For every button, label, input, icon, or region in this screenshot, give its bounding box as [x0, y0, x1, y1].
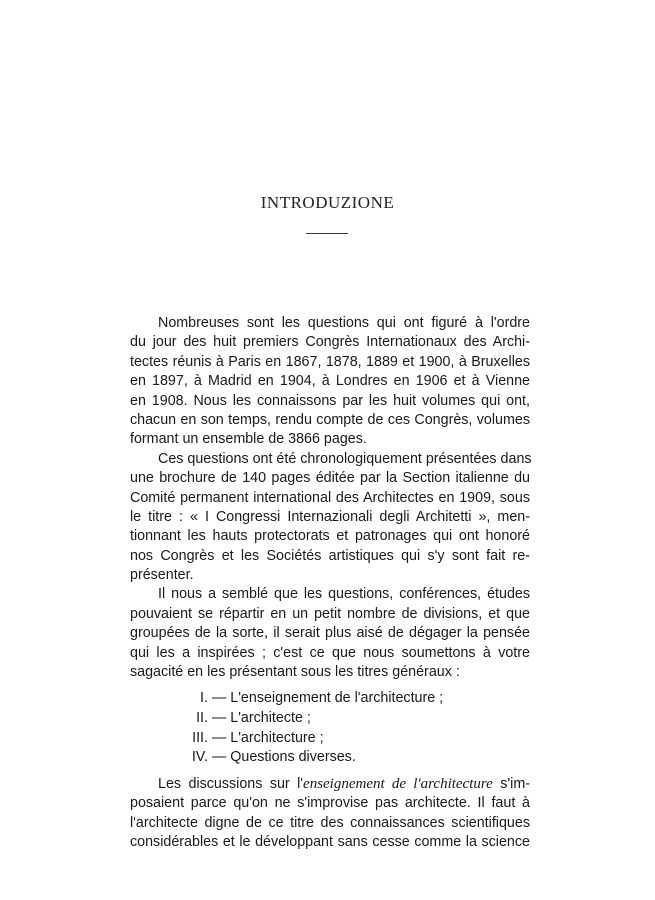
emphasis-text: enseignement de l'architecture: [303, 775, 493, 792]
text-line: Il nous a semblé que les questions, conférences, études: [158, 586, 530, 603]
paragraph-1: [130, 314, 530, 450]
text-line: Nombreuses sont les questions qui ont figuré à l'ordre: [158, 315, 530, 331]
text-line: une brochure de 140 pages éditée par la Section italienne du: [130, 470, 530, 487]
text-fragment: s'im-: [492, 775, 530, 792]
list-item: [130, 748, 530, 768]
list-item-text: — L'architecte ;: [211, 710, 311, 727]
list-item: [130, 709, 530, 729]
text-line: sagacité en les présentant sous les titres généraux :: [130, 664, 460, 681]
list-item-number: I.: [200, 690, 208, 707]
list-item-number: II.: [196, 710, 208, 727]
page-title: INTRODUZIONE: [260, 193, 395, 212]
list-item-number: III.: [192, 729, 208, 746]
text-line: en 1908. Nous les connaissons par les huit volumes qui ont,: [130, 392, 530, 409]
paragraph-3: [130, 585, 530, 682]
paragraph-2: [130, 450, 530, 586]
text-line: l'architecte digne de ce titre des connaissances scientifiques: [130, 814, 530, 831]
divisions-list: [130, 689, 530, 767]
body-text: [130, 314, 530, 852]
text-line: du jour des huit premiers Congrès Internationaux des Archi-: [130, 334, 530, 351]
text-line: pouvaient se répartir en un petit nombre de divisions, et que: [130, 605, 530, 622]
text-line: tectes réunis à Paris en 1867, 1878, 1889 et 1900, à Bruxelles: [130, 353, 530, 370]
text-line: présenter.: [130, 567, 194, 584]
list-item: [130, 729, 530, 749]
text-line: groupées de la sorte, il serait plus aisé de dégager la pensée: [130, 625, 530, 642]
list-item-number: IV.: [191, 749, 208, 766]
text-line: posaient parce qu'on ne s'improvise pas architecte. Il faut à: [130, 795, 530, 812]
text-line: nos Congrès et les Sociétés artistiques qui s'y sont fait re-: [130, 547, 530, 564]
list-item: [130, 689, 530, 709]
list-item-text: — Questions diverses.: [211, 749, 356, 766]
text-line: en 1897, à Madrid en 1904, à Londres en 1906 et à Vienne: [130, 373, 530, 390]
title-rule: [306, 233, 348, 234]
text-line: chacun en son temps, rendu compte de ces Congrès, volumes: [130, 411, 530, 428]
text-line: le titre : « I Congressi Internazionali degli Architetti », men-: [130, 508, 530, 525]
paragraph-4: [130, 775, 530, 853]
text-line: qui les a inspirées ; c'est ce que nous soumettons à votre: [130, 644, 530, 661]
list-item-text: — L'architecture ;: [211, 729, 324, 746]
text-line: Ces questions ont été chronologiquement présentées dans: [158, 450, 532, 467]
text-line: considérables et le développant sans cesse comme la science: [130, 833, 530, 850]
text-line: Comité permanent international des Architectes en 1909, sous: [130, 489, 530, 506]
list-item-text: — L'enseignement de l'architecture ;: [211, 690, 444, 707]
text-line: formant un ensemble de 3866 pages.: [130, 431, 367, 448]
text-line: tionnant les hauts protectorats et patronages qui ont honoré: [130, 528, 530, 545]
text-line: [130, 775, 530, 794]
text-fragment: Les discussions sur l': [158, 775, 304, 792]
